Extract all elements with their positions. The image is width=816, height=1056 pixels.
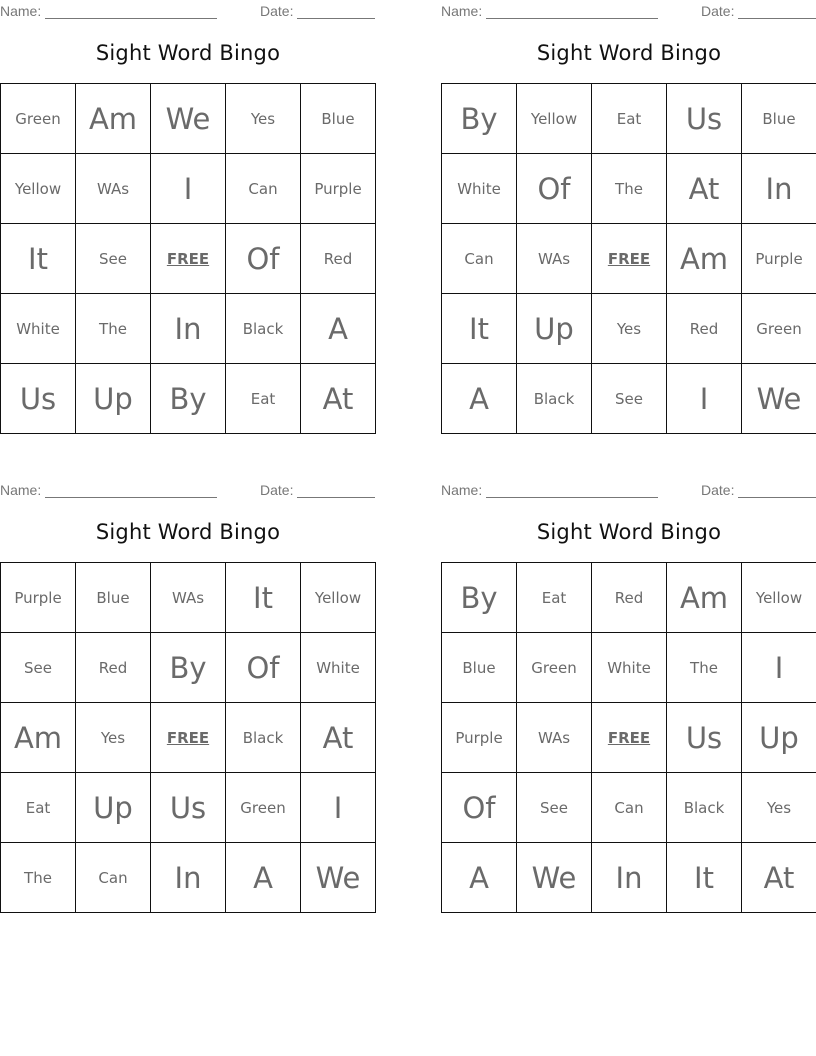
bingo-cell[interactable]: We [742,364,816,434]
bingo-cell[interactable]: Can [592,773,667,843]
grid-row [442,224,816,294]
bingo-cell[interactable]: WAs [151,563,226,633]
bingo-cell[interactable]: See [76,224,151,294]
bingo-cell[interactable]: Green [742,294,816,364]
bingo-cell[interactable]: White [592,633,667,703]
grid-row [1,843,376,913]
bingo-cell[interactable]: In [742,154,816,224]
bingo-cell[interactable]: White [1,294,76,364]
bingo-cell[interactable]: FREE [151,703,226,773]
bingo-cell[interactable]: Am [667,563,742,633]
bingo-cell[interactable]: A [226,843,301,913]
name-date-line [0,3,380,19]
bingo-cell[interactable]: It [1,224,76,294]
name-label: Name: [0,482,42,498]
bingo-cell[interactable]: The [1,843,76,913]
bingo-cell[interactable]: WAs [517,224,592,294]
bingo-cell[interactable]: Yes [226,84,301,154]
bingo-cell[interactable]: Green [1,84,76,154]
bingo-cell[interactable]: It [226,563,301,633]
date-field[interactable] [260,482,375,498]
name-date-line [0,482,380,498]
bingo-grid [0,83,376,434]
bingo-cell[interactable]: White [301,633,376,703]
name-field[interactable] [0,482,217,498]
bingo-cell[interactable]: Yes [76,703,151,773]
bingo-cell[interactable]: At [301,703,376,773]
bingo-cell[interactable]: Black [226,703,301,773]
grid-row [442,773,816,843]
bingo-cell[interactable]: Purple [301,154,376,224]
bingo-cell[interactable]: See [1,633,76,703]
bingo-cell[interactable]: Black [517,364,592,434]
bingo-cell[interactable]: A [442,843,517,913]
card-title: Sight Word Bingo [536,41,722,65]
bingo-cell[interactable]: Blue [442,633,517,703]
bingo-cell[interactable]: Blue [301,84,376,154]
bingo-cell[interactable]: Black [226,294,301,364]
grid-row [442,563,816,633]
bingo-cell[interactable]: Can [442,224,517,294]
bingo-cell[interactable]: FREE [151,224,226,294]
bingo-cell[interactable]: Red [76,633,151,703]
bingo-cell[interactable]: I [667,364,742,434]
name-label: Name: [441,482,483,498]
bingo-cell[interactable]: Red [667,294,742,364]
grid-row [1,563,376,633]
bingo-cell[interactable]: Purple [742,224,816,294]
grid-row [442,633,816,703]
bingo-cell[interactable]: In [592,843,667,913]
grid-row [1,154,376,224]
date-field[interactable] [701,482,816,498]
name-date-line [441,482,816,498]
bingo-cell[interactable]: Purple [442,703,517,773]
grid-row [1,703,376,773]
bingo-cell[interactable]: FREE [592,224,667,294]
bingo-grid [0,562,376,913]
bingo-cell[interactable]: By [151,364,226,434]
bingo-cell[interactable]: Red [592,563,667,633]
bingo-cell[interactable]: See [517,773,592,843]
bingo-grid [441,562,816,913]
bingo-cell[interactable]: Blue [742,84,816,154]
name-field[interactable] [0,3,217,19]
card-title: Sight Word Bingo [95,41,281,65]
bingo-cell[interactable]: It [667,843,742,913]
grid-row [442,703,816,773]
bingo-cell[interactable]: It [442,294,517,364]
bingo-cell[interactable]: Of [442,773,517,843]
grid-row [1,773,376,843]
bingo-cell[interactable]: Of [226,633,301,703]
bingo-cell[interactable]: Black [667,773,742,843]
date-label: Date: [701,3,735,19]
grid-row [442,364,816,434]
date-label: Date: [260,3,294,19]
bingo-cell[interactable]: WAs [517,703,592,773]
grid-row [1,364,376,434]
bingo-cell[interactable]: Us [151,773,226,843]
grid-row [442,294,816,364]
bingo-cell[interactable]: WAs [76,154,151,224]
bingo-cell[interactable]: At [301,364,376,434]
bingo-cell[interactable]: Red [301,224,376,294]
bingo-cell[interactable]: By [442,563,517,633]
bingo-cell[interactable]: Eat [1,773,76,843]
bingo-cell[interactable]: Can [226,154,301,224]
grid-row [1,633,376,703]
bingo-cell[interactable]: Of [226,224,301,294]
card-title: Sight Word Bingo [95,520,281,544]
bingo-cell[interactable]: The [667,633,742,703]
grid-row [442,84,816,154]
date-label: Date: [701,482,735,498]
bingo-cell[interactable]: See [592,364,667,434]
name-field[interactable] [441,3,658,19]
name-date-line [441,3,816,19]
bingo-cell[interactable]: Of [517,154,592,224]
bingo-cell[interactable]: In [151,843,226,913]
bingo-cell[interactable]: Yellow [301,563,376,633]
bingo-cell[interactable]: We [151,84,226,154]
bingo-cell[interactable]: Green [517,633,592,703]
bingo-cell[interactable]: Can [76,843,151,913]
bingo-cell[interactable]: Am [1,703,76,773]
bingo-cell[interactable]: Us [667,84,742,154]
bingo-cell[interactable]: Yes [592,294,667,364]
bingo-cell[interactable]: By [442,84,517,154]
bingo-cell[interactable]: Yellow [742,563,816,633]
bingo-cell[interactable]: Us [667,703,742,773]
grid-row [442,843,816,913]
bingo-cell[interactable]: At [667,154,742,224]
bingo-cell[interactable]: Us [1,364,76,434]
bingo-cell[interactable]: Up [742,703,816,773]
grid-row [442,154,816,224]
name-label: Name: [0,3,42,19]
bingo-cell[interactable]: FREE [592,703,667,773]
bingo-cell[interactable]: Up [76,773,151,843]
date-field[interactable] [701,3,816,19]
bingo-cell[interactable]: Am [667,224,742,294]
bingo-cell[interactable]: Up [76,364,151,434]
grid-row [1,294,376,364]
bingo-cell[interactable]: We [301,843,376,913]
bingo-cell[interactable]: Yellow [517,84,592,154]
bingo-cell[interactable]: Yes [742,773,816,843]
bingo-cell[interactable]: Yellow [1,154,76,224]
bingo-cell[interactable]: At [742,843,816,913]
bingo-cell[interactable]: A [301,294,376,364]
bingo-cell[interactable]: I [151,154,226,224]
name-label: Name: [441,3,483,19]
card-title: Sight Word Bingo [536,520,722,544]
bingo-cell[interactable]: Green [226,773,301,843]
bingo-cell[interactable]: Up [517,294,592,364]
bingo-cell[interactable]: Blue [76,563,151,633]
bingo-cell[interactable]: I [742,633,816,703]
bingo-cell[interactable]: The [76,294,151,364]
bingo-cell[interactable]: Eat [517,563,592,633]
bingo-cell[interactable]: Purple [1,563,76,633]
name-field[interactable] [441,482,658,498]
grid-row [1,224,376,294]
bingo-cell[interactable]: I [301,773,376,843]
bingo-cell[interactable]: The [592,154,667,224]
date-field[interactable] [260,3,375,19]
bingo-cell[interactable]: By [151,633,226,703]
bingo-grid [441,83,816,434]
bingo-cell[interactable]: Am [76,84,151,154]
bingo-cell[interactable]: White [442,154,517,224]
bingo-cell[interactable]: A [442,364,517,434]
bingo-cell[interactable]: We [517,843,592,913]
bingo-cell[interactable]: In [151,294,226,364]
grid-row [1,84,376,154]
bingo-cell[interactable]: Eat [226,364,301,434]
date-label: Date: [260,482,294,498]
bingo-cell[interactable]: Eat [592,84,667,154]
